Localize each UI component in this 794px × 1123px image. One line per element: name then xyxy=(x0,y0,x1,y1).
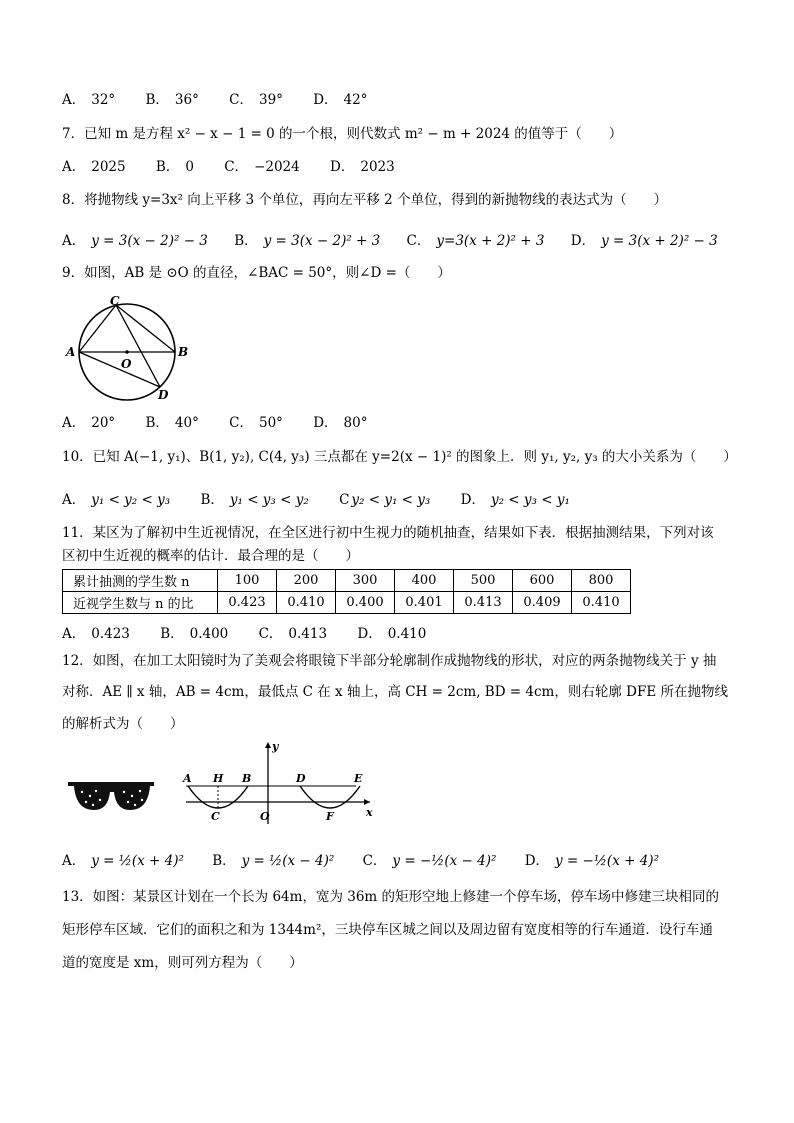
table-cell: 500 xyxy=(454,570,513,592)
q7-stem: 7．已知 m 是方程 x² − x − 1 = 0 的一个根，则代数式 m² − m + 2024 的值等于（ ） xyxy=(62,126,623,142)
label-a: A xyxy=(66,345,76,359)
table-cell: 0.423 xyxy=(218,592,277,614)
q8-option-c[interactable]: C． y=3(x + 2)² + 3 xyxy=(406,233,545,249)
q11-stem-line2: 区初中生近视的概率的估计．最合理的是（ ） xyxy=(62,548,359,564)
table-cell: 0.413 xyxy=(454,592,513,614)
q11-stem-line1: 11．某区为了解初中生近视情况，在全区进行初中生视力的随机抽查，结果如下表．根据抽测结果，下列对该 xyxy=(62,525,714,541)
q6-option-b[interactable]: B． 36° xyxy=(145,92,199,108)
q13-stem-line1: 13．如图：某景区计划在一个长为 64m，宽为 36m 的矩形空地上修建一个停车场，停车场中修建三块相同的 xyxy=(62,889,720,905)
label-c: C xyxy=(110,295,120,308)
q6-options xyxy=(62,90,393,110)
label-d: D xyxy=(158,388,169,402)
q12-option-c[interactable]: C． y = −½(x − 4)² xyxy=(362,853,497,869)
q7-option-b[interactable]: B． 0 xyxy=(155,159,194,175)
q11-option-c[interactable]: C． 0.413 xyxy=(258,626,328,642)
q8-stem: 8．将抛物线 y=3x² 向上平移 3 个单位，再向左平移 2 个单位，得到的新抛物线的表达式为（ ） xyxy=(62,192,668,208)
q9-option-d[interactable]: D． 80° xyxy=(313,415,368,431)
q12-parabola-figure xyxy=(180,738,380,830)
q12-option-a[interactable]: A． y = ½(x + 4)² xyxy=(62,853,184,869)
table-row xyxy=(63,592,631,614)
table-cell: 0.409 xyxy=(513,592,572,614)
q10-option-d[interactable]: D． y₂ < y₃ < y₁ xyxy=(460,492,570,508)
q10-stem: 10．已知 A(−1, y₁)、B(1, y₂), C(4, y₃) 三点都在 y=2(x − 1)² 的图象上．则 y₁, y₂, y₃ 的大小关系为（ ） xyxy=(62,449,737,465)
table-row-header: 累计抽测的学生数 n xyxy=(63,570,218,592)
q13-stem-line2: 矩形停车区域．它们的面积之和为 1344m²，三块停车区城之间以及周边留有宽度相等的行车通道．设行车通 xyxy=(62,922,713,938)
label-b: B xyxy=(178,345,189,359)
table-row xyxy=(63,570,631,592)
center-o xyxy=(125,350,129,354)
q11-option-d[interactable]: D． 0.410 xyxy=(357,626,427,642)
q10-option-b[interactable]: B． y₁ < y₃ < y₂ xyxy=(200,492,309,508)
label-f: F xyxy=(326,810,334,823)
label-x: x xyxy=(366,806,373,819)
table-cell: 0.401 xyxy=(395,592,454,614)
q10-options xyxy=(62,490,596,510)
left-parabola xyxy=(188,786,248,808)
label-y: y xyxy=(272,740,279,753)
q7-option-c[interactable]: C． −2024 xyxy=(224,159,300,175)
q9-option-b[interactable]: B． 40° xyxy=(145,415,199,431)
q13-stem-line3: 道的宽度是 xm，则可列方程为（ ） xyxy=(62,955,303,971)
label-c: C xyxy=(211,810,220,823)
label-e: E xyxy=(354,772,363,785)
label-o: O xyxy=(260,810,270,823)
q8-option-d[interactable]: D． y = 3(x + 2)² − 3 xyxy=(570,233,718,249)
q11-option-a[interactable]: A． 0.423 xyxy=(62,626,130,642)
table-cell: 0.400 xyxy=(336,592,395,614)
table-row-header: 近视学生数与 n 的比 xyxy=(63,592,218,614)
q10-option-a[interactable]: A． y₁ < y₂ < y₃ xyxy=(62,492,171,508)
table-cell: 0.410 xyxy=(277,592,336,614)
right-parabola xyxy=(300,786,360,808)
label-a: A xyxy=(183,772,192,785)
q9-option-a[interactable]: A． 20° xyxy=(62,415,116,431)
q6-option-c[interactable]: C． 39° xyxy=(229,92,283,108)
q6-option-d[interactable]: D． 42° xyxy=(313,92,368,108)
q8-option-b[interactable]: B． y = 3(x − 2)² + 3 xyxy=(234,233,381,249)
q11-data-table xyxy=(62,569,631,614)
q12-stem-line2: 对称．AE ∥ x 轴，AB = 4cm，最低点 C 在 x 轴上，高 CH = 2cm, BD = 4cm，则右轮廓 DFE 所在抛物线 xyxy=(62,684,728,700)
q7-options xyxy=(62,157,421,177)
table-cell: 200 xyxy=(277,570,336,592)
q7-option-d[interactable]: D． 2023 xyxy=(330,159,395,175)
q12-stem-line3: 的解析式为（ ） xyxy=(62,716,184,732)
q11-option-b[interactable]: B． 0.400 xyxy=(160,626,229,642)
q9-option-c[interactable]: C． 50° xyxy=(229,415,283,431)
table-cell: 400 xyxy=(395,570,454,592)
q8-option-a[interactable]: A． y = 3(x − 2)² − 3 xyxy=(62,233,208,249)
q12-option-b[interactable]: B． y = ½(x − 4)² xyxy=(212,853,335,869)
q11-options xyxy=(62,624,452,644)
table-cell: 800 xyxy=(572,570,631,592)
sunglasses-icon xyxy=(66,778,158,814)
q9-stem: 9．如图，AB 是 ⊙O 的直径，∠BAC = 50°，则∠D =（ ） xyxy=(62,265,451,281)
chord-ad xyxy=(79,352,160,387)
chord-cb xyxy=(116,305,175,352)
label-o: O xyxy=(121,357,132,371)
q7-option-a[interactable]: A． 2025 xyxy=(62,159,126,175)
table-cell: 300 xyxy=(336,570,395,592)
table-cell: 100 xyxy=(218,570,277,592)
chord-cd xyxy=(116,305,160,387)
q9-circle-figure xyxy=(62,295,192,405)
q9-options xyxy=(62,413,393,433)
q12-options xyxy=(62,851,659,871)
label-b: B xyxy=(242,772,252,785)
label-h: H xyxy=(213,772,224,785)
q10-option-c[interactable]: C y₂ < y₁ < y₃ xyxy=(339,492,431,508)
q12-option-d[interactable]: D． y = −½(x + 4)² xyxy=(524,853,659,869)
q6-option-a[interactable]: A． 32° xyxy=(62,92,116,108)
q8-options xyxy=(62,231,718,251)
table-cell: 600 xyxy=(513,570,572,592)
q12-stem-line1: 12．如图，在加工太阳镜时为了美观会将眼镜下半部分轮廓制作成抛物线的形状，对应的两条抛物线关于 y 抽 xyxy=(62,653,717,669)
label-d: D xyxy=(296,772,306,785)
table-cell: 0.410 xyxy=(572,592,631,614)
